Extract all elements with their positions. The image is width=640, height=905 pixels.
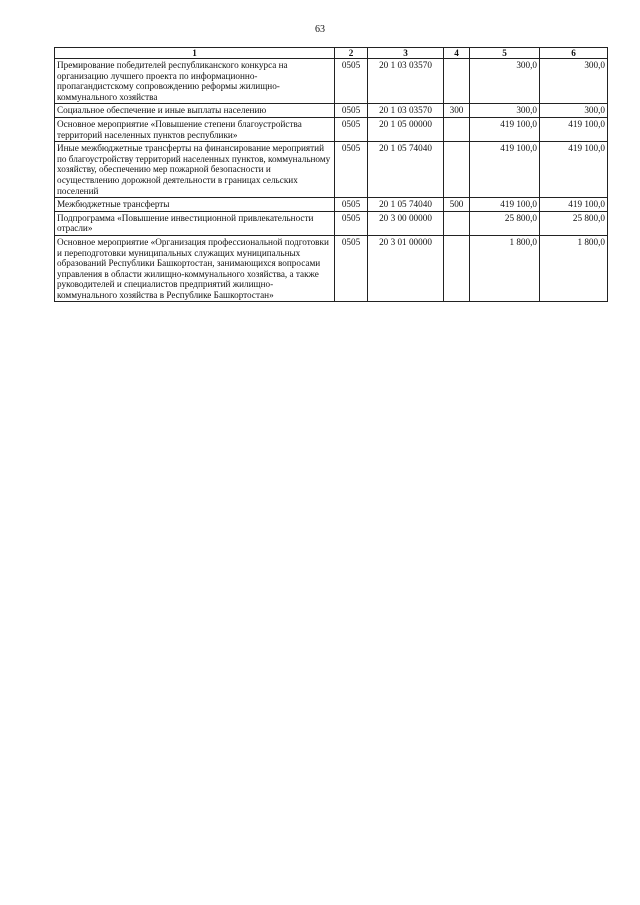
row-expense-type: 300	[444, 104, 470, 118]
row-name: Премирование победителей республиканского конкурса на организацию лучшего проекта по информационно-пропагандистскому сопровождению реформы жилищно-коммунального хозяйства	[55, 59, 335, 104]
row-sum-1: 419 100,0	[470, 142, 540, 198]
row-section: 0505	[335, 142, 368, 198]
page-number: 63	[315, 24, 325, 35]
column-header: 2	[335, 48, 368, 59]
row-target-article: 20 1 03 03570	[368, 59, 444, 104]
row-sum-2: 419 100,0	[540, 117, 608, 141]
row-section: 0505	[335, 211, 368, 235]
column-header: 5	[470, 48, 540, 59]
row-sum-1: 419 100,0	[470, 117, 540, 141]
table-row	[55, 117, 608, 141]
row-sum-1: 300,0	[470, 104, 540, 118]
row-expense-type	[444, 59, 470, 104]
row-target-article: 20 1 03 03570	[368, 104, 444, 118]
row-sum-1: 300,0	[470, 59, 540, 104]
column-header: 6	[540, 48, 608, 59]
row-name: Основное мероприятие «Повышение степени благоустройства территорий населенных пунктов республики»	[55, 117, 335, 141]
row-section: 0505	[335, 235, 368, 302]
row-section: 0505	[335, 198, 368, 212]
row-section: 0505	[335, 59, 368, 104]
row-name: Иные межбюджетные трансферты на финансирование мероприятий по благоустройству территорий населенных пунктов, коммунальному хозяйству, обеспечению мер пожарной безопасности и осуществлению дорожной деятельности в границах сельских поселений	[55, 142, 335, 198]
row-name: Межбюджетные трансферты	[55, 198, 335, 212]
table-header-row	[55, 48, 608, 59]
row-sum-1: 25 800,0	[470, 211, 540, 235]
column-header: 4	[444, 48, 470, 59]
row-target-article: 20 1 05 74040	[368, 142, 444, 198]
row-sum-2: 1 800,0	[540, 235, 608, 302]
row-expense-type	[444, 211, 470, 235]
row-sum-2: 300,0	[540, 59, 608, 104]
row-name: Основное мероприятие «Организация профессиональной подготовки и переподготовки муниципальных служащих муниципальных образований Республики Башкортостан, занимающихся вопросами управления в области жилищно-коммунального хозяйства, а также руководителей и специалистов предприятий жилищно-коммунального хозяйства в Республике Башкортостан»	[55, 235, 335, 302]
budget-table	[54, 47, 608, 302]
row-name: Социальное обеспечение и иные выплаты населению	[55, 104, 335, 118]
row-sum-2: 25 800,0	[540, 211, 608, 235]
row-sum-1: 1 800,0	[470, 235, 540, 302]
row-sum-2: 300,0	[540, 104, 608, 118]
row-target-article: 20 3 01 00000	[368, 235, 444, 302]
row-target-article: 20 1 05 74040	[368, 198, 444, 212]
table-row	[55, 235, 608, 302]
row-expense-type	[444, 142, 470, 198]
row-expense-type	[444, 235, 470, 302]
row-section: 0505	[335, 104, 368, 118]
row-expense-type	[444, 117, 470, 141]
table-row	[55, 142, 608, 198]
table-row	[55, 59, 608, 104]
row-target-article: 20 3 00 00000	[368, 211, 444, 235]
row-expense-type: 500	[444, 198, 470, 212]
row-section: 0505	[335, 117, 368, 141]
row-sum-2: 419 100,0	[540, 198, 608, 212]
row-sum-2: 419 100,0	[540, 142, 608, 198]
row-sum-1: 419 100,0	[470, 198, 540, 212]
table-row	[55, 211, 608, 235]
column-header: 3	[368, 48, 444, 59]
row-name: Подпрограмма «Повышение инвестиционной привлекательности отрасли»	[55, 211, 335, 235]
table-row	[55, 198, 608, 212]
row-target-article: 20 1 05 00000	[368, 117, 444, 141]
table-row	[55, 104, 608, 118]
column-header: 1	[55, 48, 335, 59]
